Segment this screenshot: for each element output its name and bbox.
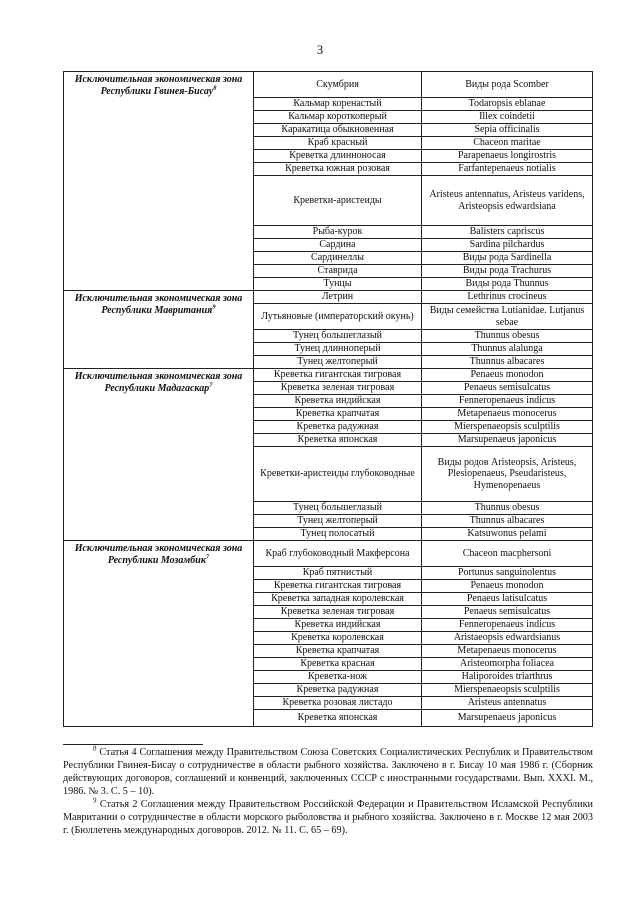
common-name-cell: Креветка индийская — [254, 619, 422, 632]
table-row — [64, 291, 593, 304]
footnote-reference: 7 — [209, 381, 213, 389]
common-name-cell: Креветка крапчатая — [254, 645, 422, 658]
footnote-mark: 9 — [93, 796, 97, 805]
common-name-cell: Каракатица обыкновенная — [254, 124, 422, 137]
footnote-reference: 7 — [205, 553, 210, 561]
common-name-cell: Сардинеллы — [254, 252, 422, 265]
common-name-cell: Лутьяновые (императорский окунь) — [254, 304, 422, 330]
common-name-cell: Креветка японская — [254, 434, 422, 447]
species-cell: Lethrinus crocineus — [422, 291, 593, 304]
species-cell: Penaeus semisulcatus — [422, 382, 593, 395]
common-name-cell: Креветка зеленая тигровая — [254, 606, 422, 619]
zone-name: Исключительная экономическая зона Республики Мадагаскар — [74, 371, 243, 394]
common-name-cell: Рыба-курок — [254, 226, 422, 239]
table-row — [64, 369, 593, 382]
species-table — [63, 71, 593, 727]
common-name-cell: Креветка гигантская тигровая — [254, 580, 422, 593]
footnote-mark: 8 — [93, 744, 97, 753]
species-cell: Portunus sanguinolentus — [422, 567, 593, 580]
species-cell: Penaeus latisulcatus — [422, 593, 593, 606]
common-name-cell: Тунец большеглазый — [254, 502, 422, 515]
species-cell: Виды родов Aristeopsis, Aristeus, Plesiopenaeus, Pseudaristeus, Hymenopenaeus — [422, 447, 593, 502]
species-cell: Виды рода Trachurus — [422, 265, 593, 278]
common-name-cell: Летрин — [254, 291, 422, 304]
species-cell: Mierspenaeopsis sculptilis — [422, 684, 593, 697]
common-name-cell: Тунцы — [254, 278, 422, 291]
zone-cell — [64, 541, 254, 727]
common-name-cell: Тунец длинноперый — [254, 343, 422, 356]
zone-cell — [64, 369, 254, 541]
species-cell: Katsuwonus pelami — [422, 528, 593, 541]
footnote — [63, 746, 593, 798]
species-cell: Sardina pilchardus — [422, 239, 593, 252]
common-name-cell: Тунец полосатый — [254, 528, 422, 541]
common-name-cell: Краб красный — [254, 137, 422, 150]
common-name-cell: Сардина — [254, 239, 422, 252]
footnote-text: Статья 2 Соглашения между Правительством Российской Федерации и Правительством Исламской Республики Мавритании о сотрудничестве в области морского рыболовства и рыбного хозяйства. Заключено в г. Москве 12 мая 2003 г. (Бюллетень международных договоров. 2012. № 11. С. 65 – 69). — [63, 799, 593, 836]
species-cell: Aristeus antennatus — [422, 697, 593, 710]
common-name-cell: Креветки-аристеиды глубоководные — [254, 447, 422, 502]
common-name-cell: Креветка зеленая тигровая — [254, 382, 422, 395]
species-cell: Aristaeopsis edwardsianus — [422, 632, 593, 645]
common-name-cell: Креветка японская — [254, 710, 422, 727]
footnote-text: Статья 4 Соглашения между Правительством Союза Советских Социалистических Республик и Правительством Республики Гвинея-Бисау о сотрудничестве в области рыбного хозяйства. Заключено в г. Бисау 10 мая 1986 г. (Сборник действующих договоров, соглашений и конвенций, заключенных СССР с иностранными государствами. Вып. XXXI. М., 1986. № 3. С. 5 – 10). — [63, 747, 594, 797]
zone-cell — [64, 72, 254, 291]
common-name-cell: Тунец желтоперый — [254, 515, 422, 528]
common-name-cell: Креветка крапчатая — [254, 408, 422, 421]
footnote-reference: 8 — [213, 84, 217, 92]
species-cell: Penaeus monodon — [422, 580, 593, 593]
species-cell: Fenneropenaeus indicus — [422, 619, 593, 632]
species-cell: Mierspenaeopsis sculptilis — [422, 421, 593, 434]
footnote-separator — [63, 744, 203, 745]
table-row — [64, 72, 593, 98]
species-cell: Marsupenaeus japonicus — [422, 434, 593, 447]
zone-name: Исключительная экономическая зона Республики Мавритания — [74, 293, 243, 316]
common-name-cell: Креветка южная розовая — [254, 163, 422, 176]
common-name-cell: Креветка радужная — [254, 684, 422, 697]
species-cell: Marsupenaeus japonicus — [422, 710, 593, 727]
zone-name: Исключительная экономическая зона Республики Гвинея-Бисау — [74, 74, 243, 97]
common-name-cell: Краб глубоководный Макферсона — [254, 541, 422, 567]
common-name-cell: Креветка красная — [254, 658, 422, 671]
common-name-cell: Креветка гигантская тигровая — [254, 369, 422, 382]
species-cell: Fenneropenaeus indicus — [422, 395, 593, 408]
common-name-cell: Кальмар коренастый — [254, 98, 422, 111]
common-name-cell: Тунец желтоперый — [254, 356, 422, 369]
species-cell: Aristeus antennatus, Aristeus varidens, Aristeopsis edwardsiana — [422, 176, 593, 226]
species-cell: Thunnus alalunga — [422, 343, 593, 356]
common-name-cell: Креветка королевская — [254, 632, 422, 645]
species-cell: Illex coindetii — [422, 111, 593, 124]
species-table-body — [64, 72, 593, 727]
species-cell: Sepia officinalis — [422, 124, 593, 137]
species-cell: Aristeomorpha foliacea — [422, 658, 593, 671]
table-row — [64, 541, 593, 567]
species-cell: Chaceon macphersoni — [422, 541, 593, 567]
species-cell: Metapenaeus monocerus — [422, 408, 593, 421]
species-cell: Parapenaeus longirostris — [422, 150, 593, 163]
species-cell: Chaceon maritae — [422, 137, 593, 150]
species-cell: Виды рода Scomber — [422, 72, 593, 98]
species-cell: Thunnus obesus — [422, 502, 593, 515]
species-cell: Thunnus albacares — [422, 356, 593, 369]
common-name-cell: Скумбрия — [254, 72, 422, 98]
common-name-cell: Кальмар короткоперый — [254, 111, 422, 124]
common-name-cell: Креветки-аристеиды — [254, 176, 422, 226]
common-name-cell: Тунец большеглазый — [254, 330, 422, 343]
species-cell: Виды рода Sardinella — [422, 252, 593, 265]
species-cell: Thunnus albacares — [422, 515, 593, 528]
common-name-cell: Креветка радужная — [254, 421, 422, 434]
species-cell: Thunnus obesus — [422, 330, 593, 343]
common-name-cell: Креветка розовая листадо — [254, 697, 422, 710]
common-name-cell: Креветка западная королевская — [254, 593, 422, 606]
common-name-cell: Краб пятнистый — [254, 567, 422, 580]
zone-name: Исключительная экономическая зона Республики Мозамбик — [74, 543, 243, 566]
footnotes — [63, 746, 593, 837]
species-cell: Penaeus semisulcatus — [422, 606, 593, 619]
species-cell: Виды семейства Lutianidae. Lutjanus sebae — [422, 304, 593, 330]
page-number: 3 — [316, 43, 324, 57]
species-cell: Penaeus monodon — [422, 369, 593, 382]
species-cell: Виды рода Thunnus — [422, 278, 593, 291]
species-cell: Haliporoides triarthrus — [422, 671, 593, 684]
common-name-cell: Ставрида — [254, 265, 422, 278]
common-name-cell: Креветка-нож — [254, 671, 422, 684]
species-cell: Todaropsis eblanae — [422, 98, 593, 111]
common-name-cell: Креветка индийская — [254, 395, 422, 408]
common-name-cell: Креветка длинноносая — [254, 150, 422, 163]
species-cell: Metapenaeus monocerus — [422, 645, 593, 658]
zone-cell — [64, 291, 254, 369]
footnote-reference: 9 — [212, 303, 216, 311]
footnote — [63, 798, 593, 837]
species-cell: Farfantepenaeus notialis — [422, 163, 593, 176]
species-cell: Balisters capriscus — [422, 226, 593, 239]
